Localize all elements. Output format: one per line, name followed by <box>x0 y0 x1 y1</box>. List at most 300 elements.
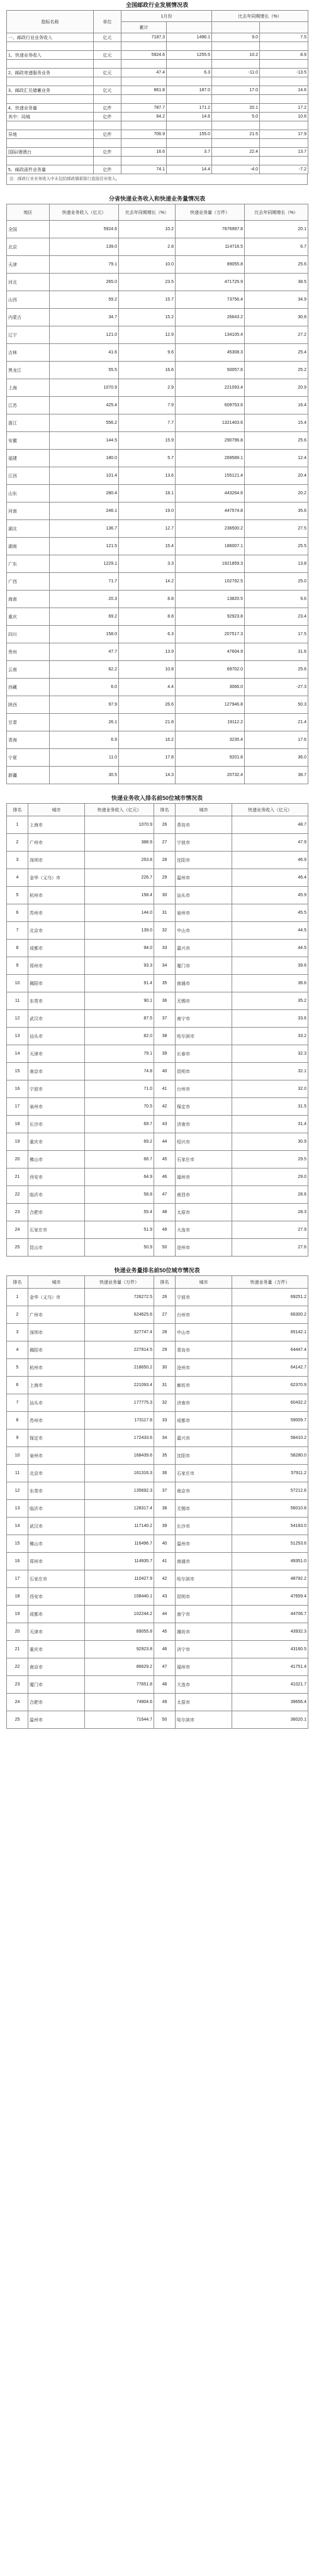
table-cell: 20.9 <box>245 379 308 397</box>
table-row <box>7 1658 308 1676</box>
overview-section <box>6 0 308 185</box>
table-row <box>7 274 308 291</box>
table-cell: 16.6 <box>119 362 176 379</box>
table-cell: 2.9 <box>119 379 176 397</box>
table-cell: 39 <box>154 1518 176 1535</box>
table-cell <box>121 95 167 104</box>
table-row <box>7 1535 308 1553</box>
table-cell <box>212 139 260 148</box>
table-cell: 深圳市 <box>28 1324 85 1341</box>
table-cell: 揭阳市 <box>28 975 85 992</box>
table-cell: 158.4 <box>85 887 154 904</box>
table-cell: 广西 <box>7 573 50 591</box>
table-row <box>7 256 308 274</box>
table-cell: 27.2 <box>245 326 308 344</box>
table-cell: 187.0 <box>167 86 212 95</box>
table-cell: 50.9 <box>85 1239 154 1257</box>
table-row <box>7 1080 308 1098</box>
table-cell: 221093.4 <box>176 379 245 397</box>
table-cell <box>167 121 212 130</box>
table-cell: 青岛市 <box>176 1341 232 1359</box>
table-row <box>7 157 308 165</box>
table-cell: 177775.3 <box>85 1394 154 1412</box>
table-cell: 4 <box>7 869 28 887</box>
table-cell: 25.0 <box>245 573 308 591</box>
table-cell <box>260 77 308 86</box>
table-cell: -27.3 <box>245 679 308 696</box>
table-cell: 湖北 <box>7 520 50 538</box>
table-cell: 宁波市 <box>28 1080 85 1098</box>
table-cell: 59009.7 <box>232 1412 308 1430</box>
table-cell: 30 <box>154 1359 176 1377</box>
table-cell: 太原市 <box>176 1204 232 1221</box>
table-cell: 14.3 <box>119 767 176 784</box>
table-cell: 重庆市 <box>28 1641 85 1658</box>
header-rank: 排名 <box>7 804 28 816</box>
table-cell: 46 <box>154 1169 176 1186</box>
table-cell: 新疆 <box>7 767 50 784</box>
table-cell: 27 <box>154 1306 176 1324</box>
table-cell <box>7 42 94 51</box>
table-cell: 64.9 <box>85 1169 154 1186</box>
table-cell: 5924.6 <box>121 51 167 60</box>
table-cell: 11 <box>7 1465 28 1482</box>
table-cell: 41 <box>154 1553 176 1570</box>
table-cell: 44706.7 <box>232 1606 308 1623</box>
table-row <box>7 852 308 869</box>
table-cell: 石家庄市 <box>176 1151 232 1169</box>
table-cell: 深圳市 <box>28 852 85 869</box>
table-cell: 19112.2 <box>176 714 245 731</box>
table-cell: 168439.6 <box>85 1447 154 1465</box>
table-cell: 49351.0 <box>232 1553 308 1570</box>
table-cell: 40 <box>154 1063 176 1080</box>
table-cell: 21 <box>7 1169 28 1186</box>
table-cell: 上海市 <box>28 816 85 834</box>
table-cell: 59.2 <box>50 291 119 309</box>
table-cell: 1070.9 <box>85 816 154 834</box>
table-row <box>7 1606 308 1623</box>
table-row <box>7 1204 308 1221</box>
header-city: 城市 <box>28 804 85 816</box>
table-cell <box>121 42 167 51</box>
table-cell: 48.7 <box>232 816 308 834</box>
table-row <box>7 291 308 309</box>
table-cell: 35.2 <box>232 992 308 1010</box>
table-cell: 14.4 <box>167 165 212 174</box>
table-cell: 8.8 <box>119 591 176 608</box>
table-cell: 20 <box>7 1151 28 1169</box>
table-cell: 14.2 <box>119 573 176 591</box>
table-cell: 28 <box>154 852 176 869</box>
table-cell: 其中：同城 <box>7 113 94 121</box>
table-cell: 29 <box>154 869 176 887</box>
table-cell: 金华（义乌）市 <box>28 869 85 887</box>
table-cell <box>260 95 308 104</box>
table-cell: 34.9 <box>245 291 308 309</box>
table-cell: 南京市 <box>28 1658 85 1676</box>
header-city-2: 城市 <box>176 804 232 816</box>
table-cell: 16.4 <box>245 397 308 414</box>
table-cell: 74.1 <box>121 165 167 174</box>
table-row <box>7 344 308 362</box>
header-city: 城市 <box>28 1276 85 1289</box>
table-cell: 8.9 <box>260 51 308 60</box>
table-cell <box>121 60 167 69</box>
table-cell: 西藏 <box>7 679 50 696</box>
table-row <box>7 77 308 86</box>
table-cell: 16 <box>7 1553 28 1570</box>
table-cell: 2 <box>7 834 28 852</box>
table-cell: 1321403.6 <box>176 414 245 432</box>
table-cell: 10.8 <box>119 661 176 679</box>
table-cell: 温州市 <box>28 1711 85 1729</box>
cities-revenue-title: 快递业务收入排名前50位城市情况表 <box>111 795 203 801</box>
table-cell: 69.2 <box>50 608 119 626</box>
table-cell: 32.0 <box>232 1080 308 1098</box>
table-row <box>7 555 308 573</box>
table-cell: 24 <box>7 1221 28 1239</box>
table-cell: 6.9 <box>50 731 119 749</box>
table-cell: 1496.1 <box>167 33 212 42</box>
table-cell: 3235.4 <box>176 731 245 749</box>
table-cell: 无锡市 <box>176 1500 232 1518</box>
table-cell: 浙江 <box>7 414 50 432</box>
table-cell: 49 <box>154 1694 176 1711</box>
table-cell: 13.7 <box>260 148 308 157</box>
table-cell: 32 <box>154 922 176 940</box>
table-cell: 沧州市 <box>176 1239 232 1257</box>
table-row <box>7 992 308 1010</box>
table-cell: 128317.4 <box>85 1500 154 1518</box>
table-cell: 47.7 <box>50 643 119 661</box>
table-cell: 45 <box>154 1623 176 1641</box>
table-cell: 合肥市 <box>28 1694 85 1711</box>
table-cell: 25.6 <box>245 256 308 274</box>
table-cell <box>121 139 167 148</box>
table-cell: 36 <box>154 992 176 1010</box>
table-cell: 6.3 <box>167 69 212 77</box>
table-cell: 17.2 <box>260 104 308 113</box>
header-month: 1月份 <box>121 11 212 22</box>
table-cell: 3.7 <box>167 148 212 157</box>
table-cell: 17.6 <box>245 731 308 749</box>
table-cell: 94.0 <box>85 940 154 957</box>
table-cell <box>7 60 94 69</box>
table-cell: 哈尔滨市 <box>176 1711 232 1729</box>
table-cell: 71.7 <box>50 573 119 591</box>
header-indicator-name: 指标名称 <box>7 11 94 33</box>
table-row <box>7 1482 308 1500</box>
table-cell: 6.0 <box>50 679 119 696</box>
table-cell: 2.8 <box>119 238 176 256</box>
table-cell: 706.9 <box>121 130 167 139</box>
table-cell: 6.3 <box>119 626 176 643</box>
table-cell: 河北 <box>7 274 50 291</box>
table-cell: 武汉市 <box>28 1010 85 1028</box>
table-cell: 10.2 <box>119 221 176 238</box>
table-cell: 5、邮政函件业务量 <box>7 165 94 174</box>
table-cell: 亿件 <box>94 148 121 157</box>
table-cell: 155.0 <box>167 130 212 139</box>
table-cell: 69702.0 <box>176 661 245 679</box>
table-cell: 32.1 <box>232 1063 308 1080</box>
table-cell: 8 <box>7 1412 28 1430</box>
table-cell: 246.1 <box>50 502 119 520</box>
table-cell: 40 <box>154 1535 176 1553</box>
table-cell: 10.6 <box>260 113 308 121</box>
header-city-revenue-2: 快递业务收入（亿元） <box>232 804 308 816</box>
table-cell: 42 <box>154 1098 176 1116</box>
table-cell: 28.6 <box>232 1186 308 1204</box>
table-cell: 3 <box>7 852 28 869</box>
table-cell: 74.8 <box>85 1063 154 1080</box>
table-row <box>7 485 308 502</box>
table-cell: 19 <box>7 1606 28 1623</box>
table-row <box>7 414 308 432</box>
table-row <box>7 922 308 940</box>
table-cell: 3.3 <box>119 555 176 573</box>
table-cell: 台州市 <box>176 1080 232 1098</box>
table-cell: 4、快递业务量 <box>7 104 94 113</box>
table-cell: 97.9 <box>50 696 119 714</box>
table-cell: 20.4 <box>245 467 308 485</box>
table-cell: 425.4 <box>50 397 119 414</box>
table-cell: 南通市 <box>176 975 232 992</box>
table-cell: 43932.3 <box>232 1623 308 1641</box>
table-cell: 280.4 <box>50 485 119 502</box>
table-cell: 57911.2 <box>232 1465 308 1482</box>
table-cell: 温州市 <box>176 1535 232 1553</box>
table-cell: 16.2 <box>119 731 176 749</box>
table-cell: 556.2 <box>50 414 119 432</box>
table-cell: 134105.4 <box>176 326 245 344</box>
table-cell: -7.2 <box>260 165 308 174</box>
table-cell: 泉州市 <box>28 1098 85 1116</box>
table-row <box>7 51 308 60</box>
table-cell: 13 <box>7 1028 28 1045</box>
table-cell: 236500.2 <box>176 520 245 538</box>
table-cell: 69.7 <box>85 1116 154 1133</box>
table-cell: 47.9 <box>232 834 308 852</box>
table-cell <box>260 121 308 130</box>
table-row <box>7 1133 308 1151</box>
table-cell: 44.5 <box>232 922 308 940</box>
table-cell: 亿元 <box>94 51 121 60</box>
table-cell: 33 <box>154 940 176 957</box>
table-cell: 36020.1 <box>232 1711 308 1729</box>
table-row <box>7 326 308 344</box>
table-cell: 114716.5 <box>176 238 245 256</box>
table-cell <box>167 60 212 69</box>
table-row <box>7 148 308 157</box>
table-cell: 保定市 <box>28 1430 85 1447</box>
table-cell: 43 <box>154 1116 176 1133</box>
table-cell: 46 <box>154 1641 176 1658</box>
table-cell: 昆山市 <box>28 1239 85 1257</box>
table-cell: 27.9 <box>232 1221 308 1239</box>
table-cell: 云南 <box>7 661 50 679</box>
table-cell: 69.2 <box>85 1133 154 1151</box>
table-cell: 郑州市 <box>28 1553 85 1570</box>
table-cell: 26.6 <box>119 696 176 714</box>
header-city-volume: 快递业务量（万件） <box>85 1276 154 1289</box>
table-cell: 27 <box>154 834 176 852</box>
table-cell: 71.0 <box>85 1080 154 1098</box>
table-cell: 温州市 <box>176 869 232 887</box>
table-row <box>7 591 308 608</box>
table-cell: 石家庄市 <box>176 1465 232 1482</box>
table-cell: 临沂市 <box>28 1186 85 1204</box>
table-cell: 昆明市 <box>176 1588 232 1606</box>
table-cell: 17 <box>7 1098 28 1116</box>
header-growth-sub-a <box>212 22 260 33</box>
table-cell: 福州市 <box>176 1169 232 1186</box>
table-cell: 汕头市 <box>28 1028 85 1045</box>
table-cell: -11.0 <box>212 69 260 77</box>
table-cell: 64.2 <box>121 113 167 121</box>
table-cell: 15 <box>7 1535 28 1553</box>
table-cell: 265.0 <box>50 274 119 291</box>
table-cell: 安徽 <box>7 432 50 450</box>
table-row <box>7 1447 308 1465</box>
table-cell: 70.5 <box>85 1098 154 1116</box>
table-cell: 13.9 <box>119 643 176 661</box>
table-cell: 172433.6 <box>85 1430 154 1447</box>
table-cell: 上海 <box>7 379 50 397</box>
table-cell: 亿元 <box>94 69 121 77</box>
table-cell: 609753.6 <box>176 397 245 414</box>
table-row <box>7 608 308 626</box>
table-cell: 四川 <box>7 626 50 643</box>
report-page <box>6 0 308 1729</box>
table-cell: 73756.4 <box>176 291 245 309</box>
table-cell: 杭州市 <box>28 1359 85 1377</box>
table-cell: 7.9 <box>119 397 176 414</box>
table-cell: 21.8 <box>119 714 176 731</box>
cities-volume-title: 快递业务量排名前50位城市情况表 <box>114 1267 200 1274</box>
table-row <box>7 1588 308 1606</box>
table-cell <box>260 42 308 51</box>
table-cell: 17.5 <box>245 626 308 643</box>
table-cell: 173117.8 <box>85 1412 154 1430</box>
table-cell: 121.5 <box>50 538 119 555</box>
table-cell: 西安市 <box>28 1588 85 1606</box>
table-cell: 福州市 <box>176 1658 232 1676</box>
header-revenue: 快递业务收入（亿元） <box>50 204 119 221</box>
table-cell: 上海市 <box>28 1377 85 1394</box>
table-cell: 广州市 <box>28 1306 85 1324</box>
table-cell: 38 <box>154 1500 176 1518</box>
table-cell: 南京市 <box>176 1482 232 1500</box>
table-cell: 227914.5 <box>85 1341 154 1359</box>
table-row <box>7 957 308 975</box>
overview-note: 注：邮政行业业务收入中未包括邮政储蓄银行直接营业收入。 <box>6 174 308 185</box>
table-cell: 82.0 <box>85 1028 154 1045</box>
table-cell: 沈阳市 <box>176 1447 232 1465</box>
table-cell: 327747.4 <box>85 1324 154 1341</box>
table-cell: 45 <box>154 1151 176 1169</box>
table-row <box>7 731 308 749</box>
table-row <box>7 887 308 904</box>
header-city-volume-2: 快递业务量（万件） <box>232 1276 308 1289</box>
table-cell: 136.7 <box>50 520 119 538</box>
table-cell: 25 <box>7 1711 28 1729</box>
header-growth: 比去年同期增长（%） <box>212 11 308 22</box>
table-cell: 绍兴市 <box>176 1133 232 1151</box>
table-cell: 39656.4 <box>232 1694 308 1711</box>
table-cell: 郑州市 <box>28 957 85 975</box>
table-cell: 3066.0 <box>176 679 245 696</box>
table-row <box>7 1169 308 1186</box>
table-cell: 121.0 <box>50 326 119 344</box>
header-growth-sub-b <box>260 22 308 33</box>
table-cell: 31 <box>154 1377 176 1394</box>
table-cell: 74904.6 <box>85 1694 154 1711</box>
table-cell: 嘉兴市 <box>176 1430 232 1447</box>
table-cell: 50.3 <box>245 696 308 714</box>
table-cell: 35 <box>154 1447 176 1465</box>
table-cell: 65142.1 <box>232 1324 308 1341</box>
table-cell: 66.7 <box>85 1151 154 1169</box>
table-cell: 大连市 <box>176 1676 232 1694</box>
table-cell: 宁波市 <box>176 1289 232 1306</box>
table-cell <box>94 139 121 148</box>
table-cell: 2、邮政寄递服务业务 <box>7 69 94 77</box>
table-cell: 443264.6 <box>176 485 245 502</box>
table-cell: 37 <box>154 1010 176 1028</box>
table-cell <box>7 157 94 165</box>
table-cell <box>167 157 212 165</box>
table-cell: 廊坊市 <box>176 1377 232 1394</box>
table-cell: 南宁市 <box>176 1010 232 1028</box>
table-cell: 重庆市 <box>28 1133 85 1151</box>
table-cell: 苏州市 <box>28 1412 85 1430</box>
table-cell: 成都市 <box>176 1412 232 1430</box>
table-cell: 144.0 <box>85 904 154 922</box>
table-cell: 10.0 <box>119 256 176 274</box>
table-cell: 35 <box>154 975 176 992</box>
table-cell: 31.6 <box>245 643 308 661</box>
table-cell: 19.0 <box>119 502 176 520</box>
table-row <box>7 104 308 113</box>
table-cell: 58410.2 <box>232 1430 308 1447</box>
table-cell: 成都市 <box>28 1606 85 1623</box>
table-cell: 33.2 <box>232 1028 308 1045</box>
table-cell: 186007.1 <box>176 538 245 555</box>
table-row <box>7 1500 308 1518</box>
table-cell: 台州市 <box>176 1306 232 1324</box>
table-cell <box>167 77 212 86</box>
table-cell <box>212 121 260 130</box>
table-cell: 9201.8 <box>176 749 245 767</box>
table-cell: 东莞市 <box>28 992 85 1010</box>
table-cell: 25.6 <box>245 661 308 679</box>
table-cell: 66300.2 <box>232 1306 308 1324</box>
header-rank-2: 排名 <box>154 1276 176 1289</box>
table-cell: 135692.3 <box>85 1482 154 1500</box>
table-cell: 12.9 <box>119 326 176 344</box>
table-cell: 北京 <box>7 238 50 256</box>
table-cell: 石家庄市 <box>28 1570 85 1588</box>
table-cell: 57212.6 <box>232 1482 308 1500</box>
table-cell: 杭州市 <box>28 887 85 904</box>
table-cell: 12 <box>7 1482 28 1500</box>
table-row <box>7 1394 308 1412</box>
table-cell: 佛山市 <box>28 1535 85 1553</box>
table-cell: 南昌市 <box>176 1186 232 1204</box>
table-cell: 92923.8 <box>176 608 245 626</box>
